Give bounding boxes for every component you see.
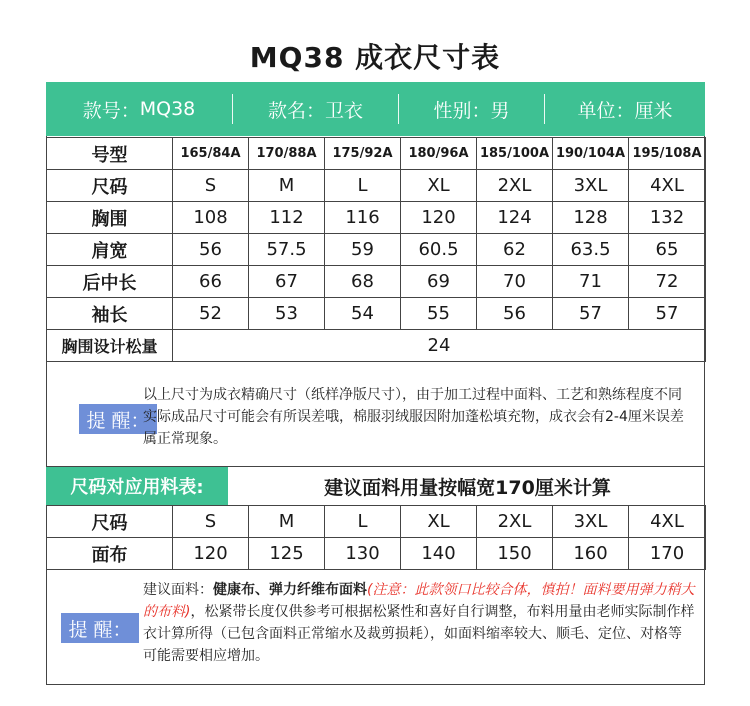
- table-cell: 66: [173, 266, 249, 298]
- ease-value: 24: [173, 330, 706, 362]
- style-name-label: 款名：: [267, 99, 325, 122]
- table-cell: 54: [325, 298, 401, 330]
- fabric-table: [46, 505, 706, 570]
- table-cell: 70: [477, 266, 553, 298]
- gender-label: 性别：: [433, 99, 491, 122]
- fabric-note: ，松紧带长度仅供参考可根据松紧性和喜好自行调整，布料用量由老师实际制作样衣计算所得（已包含面料正常缩水及裁剪损耗），如面料缩率较大、顺毛、定位、对格等可能需要相应增加。: [143, 604, 695, 664]
- table-cell: 132: [629, 202, 706, 234]
- table-cell: 4XL: [629, 170, 706, 202]
- table-row: [47, 266, 706, 298]
- table-cell: 116: [325, 202, 401, 234]
- table-cell: 185/100A: [477, 138, 553, 170]
- table-cell: 63.5: [553, 234, 629, 266]
- table-cell: XL: [401, 506, 477, 538]
- page-title: MQ38 成衣尺寸表: [249, 41, 501, 74]
- table-cell: 130: [325, 538, 401, 570]
- reminder-panel-2: [46, 569, 705, 685]
- table-cell: 2XL: [477, 170, 553, 202]
- table-cell: 60.5: [401, 234, 477, 266]
- reminder-panel: [46, 371, 705, 467]
- table-cell: 125: [249, 538, 325, 570]
- table-cell: 53: [249, 298, 325, 330]
- table-cell: 62: [477, 234, 553, 266]
- style-name-cell: [233, 82, 398, 136]
- table-cell: 108: [173, 202, 249, 234]
- table-cell: 195/108A: [629, 138, 706, 170]
- table-row: [47, 298, 706, 330]
- table-cell: 128: [553, 202, 629, 234]
- table-cell: 120: [173, 538, 249, 570]
- row-label: 肩宽: [47, 234, 173, 266]
- gender-cell: [399, 82, 544, 136]
- table-cell: XL: [401, 170, 477, 202]
- table-cell: 59: [325, 234, 401, 266]
- fabric-prefix: 建议面料：: [143, 582, 213, 598]
- table-cell: M: [249, 170, 325, 202]
- reminder-badge: 提 醒：: [61, 613, 139, 643]
- table-cell: 112: [249, 202, 325, 234]
- row-label: 尺码: [47, 506, 173, 538]
- table-cell: 165/84A: [173, 138, 249, 170]
- table-cell: 56: [173, 234, 249, 266]
- table-cell: 57: [629, 298, 706, 330]
- table-cell: 120: [401, 202, 477, 234]
- unit-value: 厘米: [634, 99, 673, 122]
- style-no-cell: [46, 82, 232, 136]
- table-cell: 140: [401, 538, 477, 570]
- reminder-badge: 提 醒：: [79, 404, 157, 434]
- table-cell: 71: [553, 266, 629, 298]
- table-cell: S: [173, 170, 249, 202]
- gender-value: 男: [490, 99, 510, 122]
- unit-cell: [545, 82, 705, 136]
- table-cell: 175/92A: [325, 138, 401, 170]
- table-cell: 68: [325, 266, 401, 298]
- table-cell: 72: [629, 266, 706, 298]
- fabric-warning: (注意：此款领口比较合体，慎拍！面料要用弹力稍大的布料): [143, 582, 695, 620]
- table-cell: 57: [553, 298, 629, 330]
- table-cell: 2XL: [477, 506, 553, 538]
- table-cell: 170/88A: [249, 138, 325, 170]
- table-cell: L: [325, 170, 401, 202]
- table-row: [47, 138, 706, 170]
- table-row: [47, 538, 706, 570]
- table-cell: 3XL: [553, 170, 629, 202]
- table-cell: 3XL: [553, 506, 629, 538]
- table-cell: 150: [477, 538, 553, 570]
- row-label: 后中长: [47, 266, 173, 298]
- table-cell: 56: [477, 298, 553, 330]
- header-bar: [46, 82, 705, 136]
- fabric-types: 健康布、弹力纤维布面料: [213, 582, 367, 598]
- table-row: [47, 170, 706, 202]
- table-cell: 190/104A: [553, 138, 629, 170]
- table-cell: S: [173, 506, 249, 538]
- table-cell: 69: [401, 266, 477, 298]
- table-row: [47, 330, 706, 362]
- table-cell: 180/96A: [401, 138, 477, 170]
- row-label: 胸围: [47, 202, 173, 234]
- reminder-text-2: [143, 579, 695, 667]
- table-row: [47, 234, 706, 266]
- size-table: [46, 137, 706, 362]
- row-label: 尺码: [47, 170, 173, 202]
- row-label: 面布: [47, 538, 173, 570]
- fabric-table-tag: 尺码对应用料表:: [46, 467, 228, 505]
- table-cell: 170: [629, 538, 706, 570]
- table-cell: 67: [249, 266, 325, 298]
- row-label: 号型: [47, 138, 173, 170]
- table-cell: 52: [173, 298, 249, 330]
- style-no-label: 款号：: [82, 99, 140, 122]
- style-no-value: MQ38: [139, 98, 196, 120]
- table-cell: M: [249, 506, 325, 538]
- fabric-calc-title: 建议面料用量按幅宽170厘米计算: [324, 476, 611, 499]
- table-cell: 57.5: [249, 234, 325, 266]
- table-cell: 65: [629, 234, 706, 266]
- row-label: 袖长: [47, 298, 173, 330]
- table-row: [47, 506, 706, 538]
- ease-label: 胸围设计松量: [47, 330, 173, 362]
- table-cell: 4XL: [629, 506, 706, 538]
- table-cell: 124: [477, 202, 553, 234]
- table-cell: 55: [401, 298, 477, 330]
- table-cell: L: [325, 506, 401, 538]
- unit-label: 单位：: [577, 99, 635, 122]
- style-name-value: 卫衣: [325, 99, 364, 122]
- table-row: [47, 202, 706, 234]
- table-cell: 160: [553, 538, 629, 570]
- reminder-text: 以上尺寸为成衣精确尺寸（纸样净版尺寸），由于加工过程中面料、工艺和熟练程度不同实际成品尺寸可能会有所误差哦，棉服羽绒服因附加蓬松填充物，成衣会有2-4厘米误差属正常现象。: [143, 387, 684, 447]
